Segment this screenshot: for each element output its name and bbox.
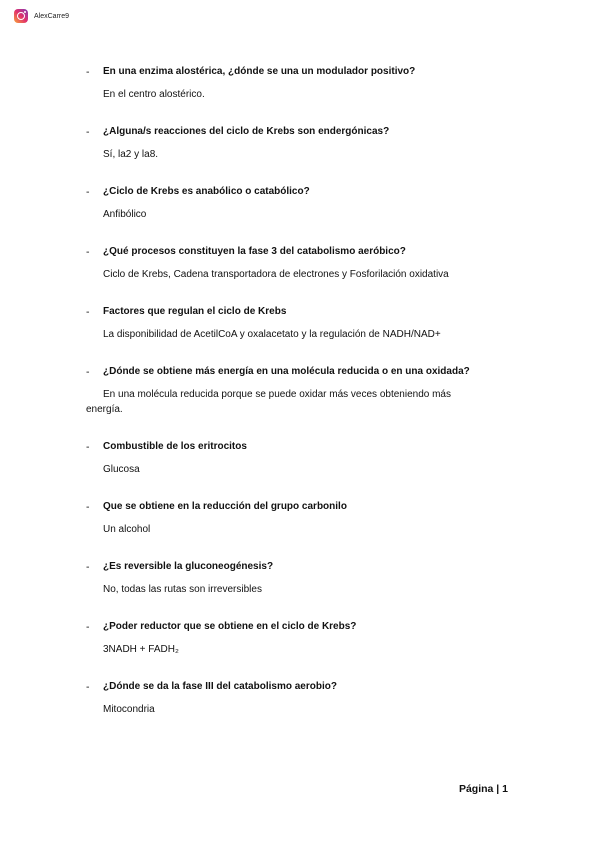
qa-list xyxy=(86,64,516,739)
page-number: Página | 1 xyxy=(458,783,508,795)
qa-item xyxy=(86,364,516,417)
answer-line-2: energía. xyxy=(86,404,123,415)
list-dash: - xyxy=(86,621,90,633)
qa-item xyxy=(86,679,516,717)
question-text: En una enzima alostérica, ¿dónde se una un modulador positivo? xyxy=(103,66,416,77)
list-dash: - xyxy=(86,306,90,318)
answer-text: 3NADH + FADH₂ xyxy=(103,644,179,655)
answer-text: Mitocondria xyxy=(103,704,155,715)
qa-item xyxy=(86,64,516,102)
question-text: ¿Dónde se obtiene más energía en una molécula reducida o en una oxidada? xyxy=(103,366,470,377)
answer-text: Sí, la2 y la8. xyxy=(103,149,159,160)
answer-line-1: En una molécula reducida porque se puede oxidar más veces obteniendo más xyxy=(103,389,451,400)
qa-item xyxy=(86,439,516,477)
list-dash: - xyxy=(86,66,90,78)
question-text: Factores que regulan el ciclo de Krebs xyxy=(103,306,287,317)
qa-item xyxy=(86,184,516,222)
list-dash: - xyxy=(86,366,90,378)
page-header xyxy=(14,8,69,24)
qa-item xyxy=(86,619,516,657)
answer-text xyxy=(86,387,516,417)
answer-text: No, todas las rutas son irreversibles xyxy=(103,584,262,595)
answer-text: Anfibólico xyxy=(103,209,147,220)
question-text: ¿Ciclo de Krebs es anabólico o catabólico? xyxy=(103,186,310,197)
answer-text: En el centro alostérico. xyxy=(103,89,205,100)
question-text: Combustible de los eritrocitos xyxy=(103,441,247,452)
question-text: ¿Es reversible la gluconeogénesis? xyxy=(103,561,274,572)
answer-text: La disponibilidad de AcetilCoA y oxalacetato y la regulación de NADH/NAD+ xyxy=(103,329,441,340)
author-handle: AlexCarre9 xyxy=(34,12,70,20)
qa-item xyxy=(86,244,516,282)
question-text: ¿Poder reductor que se obtiene en el ciclo de Krebs? xyxy=(103,621,357,632)
list-dash: - xyxy=(86,186,90,198)
qa-item xyxy=(86,499,516,537)
question-text: Que se obtiene en la reducción del grupo carbonilo xyxy=(103,501,347,512)
list-dash: - xyxy=(86,441,90,453)
list-dash: - xyxy=(86,681,90,693)
answer-text: Glucosa xyxy=(103,464,140,475)
instagram-icon xyxy=(14,9,28,23)
list-dash: - xyxy=(86,246,90,258)
question-text: ¿Qué procesos constituyen la fase 3 del catabolismo aeróbico? xyxy=(103,246,406,257)
qa-item xyxy=(86,559,516,597)
answer-text: Ciclo de Krebs, Cadena transportadora de electrones y Fosforilación oxidativa xyxy=(103,269,449,280)
list-dash: - xyxy=(86,561,90,573)
list-dash: - xyxy=(86,126,90,138)
question-text: ¿Dónde se da la fase III del catabolismo aerobio? xyxy=(103,681,337,692)
list-dash: - xyxy=(86,501,90,513)
qa-item xyxy=(86,304,516,342)
answer-text: Un alcohol xyxy=(103,524,151,535)
qa-item xyxy=(86,124,516,162)
question-text: ¿Alguna/s reacciones del ciclo de Krebs son endergónicas? xyxy=(103,126,390,137)
